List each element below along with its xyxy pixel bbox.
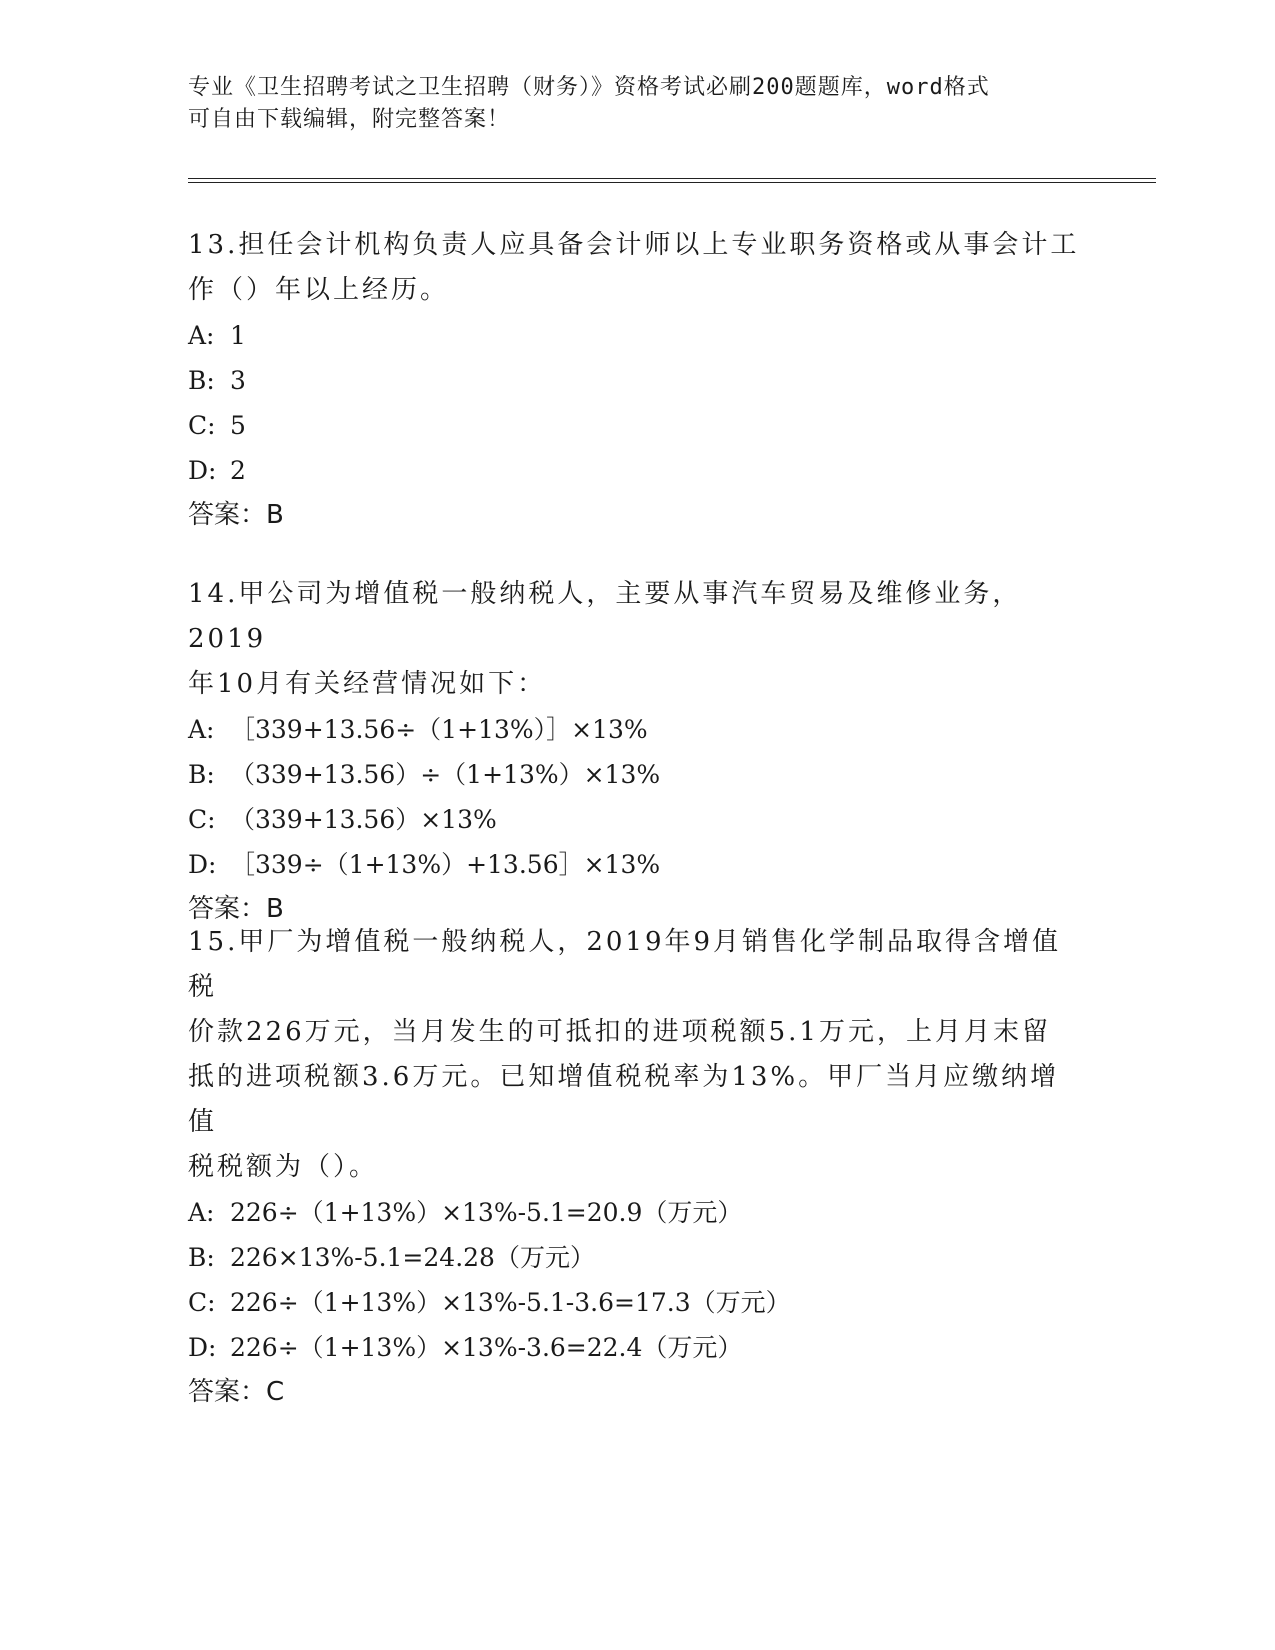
question-stem-line: 作（）年以上经历。 [188, 275, 450, 305]
option-letter: D: [188, 456, 217, 485]
option-b [188, 358, 1088, 403]
option-d [188, 1325, 1088, 1370]
header-divider [188, 178, 1156, 183]
option-letter: C: [188, 1288, 216, 1317]
header-line-2: 可自由下载编辑，附完整答案！ [188, 107, 511, 132]
question-15 [188, 920, 1088, 1415]
option-text: 226÷（1+13%）×13%-3.6=22.4（万元） [230, 1333, 743, 1362]
option-d [188, 842, 1088, 887]
option-letter: C: [188, 411, 216, 440]
option-letter: B: [188, 1243, 215, 1272]
option-c [188, 797, 1088, 842]
option-letter: A: [188, 321, 215, 350]
option-text: 2 [230, 456, 246, 485]
document-header [188, 72, 1088, 136]
option-text: 226÷（1+13%）×13%-5.1-3.6=17.3（万元） [230, 1288, 791, 1317]
option-text: ［339+13.56÷（1+13%）］×13% [230, 715, 648, 744]
option-letter: D: [188, 1333, 217, 1362]
option-text: 1 [230, 321, 246, 350]
option-letter: B: [188, 760, 215, 789]
question-stem-line: 价款226万元，当月发生的可抵扣的进项税额5.1万元，上月月末留 [188, 1017, 1051, 1047]
answer-line: 答案：B [188, 500, 284, 530]
question-stem-line: 13.担任会计机构负责人应具备会计师以上专业职务资格或从事会计工 [188, 230, 1080, 260]
question-13 [188, 223, 1088, 538]
question-stem-line: 抵的进项税额3.6万元。已知增值税税率为13%。甲厂当月应缴纳增值 [188, 1062, 1060, 1137]
option-a [188, 313, 1088, 358]
option-text: 3 [230, 366, 246, 395]
option-letter: C: [188, 805, 216, 834]
option-c [188, 403, 1088, 448]
question-stem-line: 15.甲厂为增值税一般纳税人，2019年9月销售化学制品取得含增值税 [188, 927, 1062, 1002]
option-text: 226÷（1+13%）×13%-5.1=20.9（万元） [230, 1198, 743, 1227]
option-letter: B: [188, 366, 215, 395]
question-stem-line: 税税额为（）。 [188, 1152, 379, 1182]
option-a [188, 707, 1088, 752]
option-b [188, 1235, 1088, 1280]
header-line-1: 专业《卫生招聘考试之卫生招聘（财务）》资格考试必刷200题题库，word格式 [188, 75, 990, 100]
option-text: ［339÷（1+13%）+13.56］×13% [230, 850, 661, 879]
question-stem-line: 14.甲公司为增值税一般纳税人，主要从事汽车贸易及维修业务，2019 [188, 579, 1022, 654]
answer-line: 答案：B [188, 894, 284, 924]
option-letter: A: [188, 1198, 215, 1227]
option-d [188, 448, 1088, 493]
option-text: 5 [230, 411, 246, 440]
option-text: （339+13.56）÷（1+13%）×13% [230, 760, 661, 789]
question-stem-line: 年10月有关经营情况如下： [188, 669, 547, 699]
option-letter: D: [188, 850, 217, 879]
question-14 [188, 572, 1088, 932]
option-c [188, 1280, 1088, 1325]
option-a [188, 1190, 1088, 1235]
option-b [188, 752, 1088, 797]
option-text: （339+13.56）×13% [230, 805, 497, 834]
option-letter: A: [188, 715, 215, 744]
option-text: 226×13%-5.1=24.28（万元） [230, 1243, 595, 1272]
answer-line: 答案：C [188, 1377, 285, 1407]
